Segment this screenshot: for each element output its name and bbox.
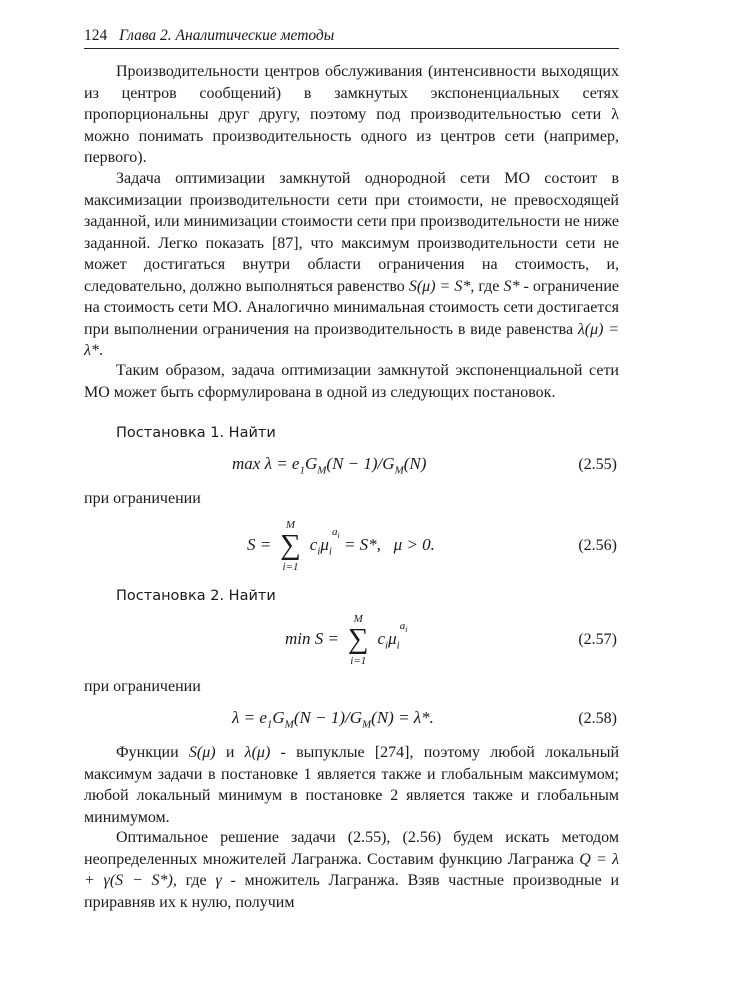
equation-rhs: = S*, [343,534,381,554]
summation-sign: M ∑ i=1 [345,613,371,667]
cost-equality: S(μ) = S* [408,277,471,295]
equation-condition: μ > 0. [393,534,435,554]
equation-lhs: S = [247,534,272,554]
cost-limit-symbol: S* [503,277,520,295]
paragraph-text: Задача оптимизации замкнутой однородной сети МО состоит в максимизации производительности сети при стоимости, не превосходящей заданной, или минимизации стоимости сети при производительности не ниже заданной. Легко показать [87], что максимум производительности сети не может достигаться внутри области ограничения на стоимость, и, следовательно, должно выполняться равенство [84,170,619,295]
equation-number-2-56: (2.56) [578,537,617,554]
paragraph-text: , где [470,277,500,295]
max-operator: max [232,454,261,473]
statement-2-label: Постановка 2. Найти [116,588,276,604]
summation-sign: M ∑ i=1 [277,519,303,573]
equation-2-58: $\lambda = e_1G_M(N - 1)/G_M(N) = \lambda*$. [232,708,434,731]
constraint-label-2: при ограничении [84,678,201,695]
paragraph-throughput [84,61,619,169]
paragraph-text: Оптимальное решение задачи (2.55), (2.56) будем искать методом неопределенных множителей Лагранжа. Составим функцию Лагранжа [84,829,619,868]
chapter-title: Глава 2. Аналитические методы [119,27,335,44]
paragraph-text: Функции [116,744,179,761]
paragraph-convexity [84,742,619,828]
equation-number-2-58: (2.58) [578,710,617,727]
constraint-label-1: при ограничении [84,490,201,507]
statement-1-label: Постановка 1. Найти [116,425,276,441]
paragraph-optimization [84,168,619,362]
paragraph-text: - множитель Лагранжа. Взяв частные производные и приравняв их к нулю, получим [84,872,620,911]
equation-number-2-55: (2.55) [578,456,617,473]
function-lambda: λ(μ) [244,744,271,761]
paragraph-text: Производительности центров обслуживания (интенсивности выходящих из центров сообщений) в замкнутых экспоненциальных сетях пропорциональны друг другу, поэтому под производительностью сети λ можно понимать производительность одного из центров сети (например, первого). [84,63,619,166]
paragraph-formulation [84,360,619,403]
paragraph-text: и [225,744,235,761]
paragraph-text: - выпуклые [274], поэтому любой локальный максимум задачи в постановке 1 является также и глобальным максимумом; любой локальный минимум в постановке 2 является также и глобальным минимумом. [84,744,620,826]
paragraph-text: Таким образом, задача оптимизации замкнутой экспоненциальной сети МО может быть сформулирована в одной из следующих постановок. [84,362,619,401]
running-header [84,26,619,46]
paragraph-lagrange [84,827,619,913]
sum-lower-limit: i=1 [350,655,367,667]
paragraph-text: . [98,342,103,359]
header-rule [84,48,619,49]
sum-upper-limit: M [285,519,296,531]
function-s: S(μ) [188,744,216,761]
sum-upper-limit: M [353,613,363,625]
equation-2-55: $\max \lambda = e_1G_M(N - 1)/G_M(N)$ [232,454,427,477]
page-number: 124 [84,27,108,44]
sum-lower-limit: i=1 [282,561,299,573]
equation-2-57: min S = M ∑ i=1 $c_i\mu_i^{a_i}$ [285,613,408,667]
paragraph-text: - ограничение на стоимость сети МО. Аналогично минимальная стоимость сети достигается при выполнении ограничения на производительность в виде равенства [84,277,620,338]
min-operator: min [285,628,311,648]
throughput-equality: λ(μ) = λ* [84,320,620,359]
equation-lhs: S = [314,628,339,648]
lagrange-function: Q = λ + γ(S − S*) [84,850,619,889]
equation-number-2-57: (2.57) [578,631,617,648]
equation-2-56: S = M ∑ i=1 $c_i\mu_i^{a_i} = S*$, μ > 0. [247,519,435,573]
paragraph-text: , где [172,872,207,889]
lagrange-multiplier: γ [215,872,222,889]
